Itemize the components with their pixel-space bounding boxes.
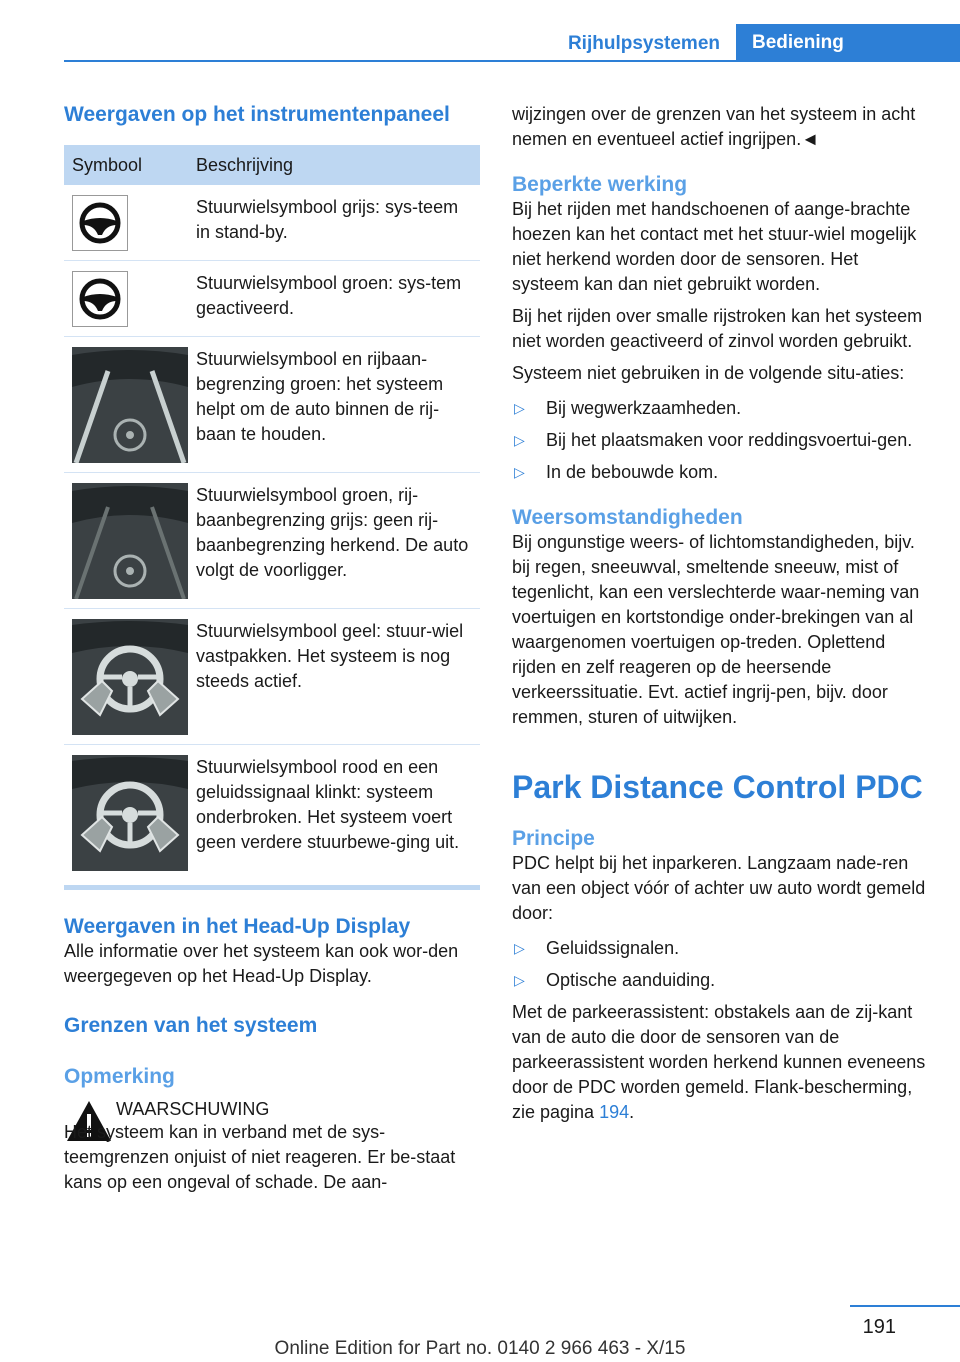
left-column [64, 102, 480, 1195]
section-title-hud: Weergaven in het Head-Up Display [64, 915, 411, 938]
list-item: ▷ Optische aanduiding. [512, 968, 928, 993]
row-desc: Stuurwielsymbool rood en een geluidssignaal klinkt: systeem onderbroken. Het systeem voert geen verdere stuurbewe-ging uit. [196, 757, 460, 852]
hud-text: Alle informatie over het systeem kan ook wor-den weergegeven op het Head-Up Display. [64, 941, 459, 986]
list-item: ▷ Bij het plaatsmaken voor reddingsvoertui-gen. [512, 428, 928, 453]
row-desc: Stuurwielsymbool groen: sys-tem geactiveerd. [196, 273, 462, 318]
principle-list [512, 936, 928, 993]
lane-steering-grey-icon [72, 483, 188, 599]
row-desc: Stuurwielsymbool en rijbaan-begrenzing groen: het systeem helpt om de auto binnen de rij-baan te houden. [196, 349, 444, 444]
triangle-bullet-icon: ▷ [514, 400, 525, 416]
list-item: ▷ Bij wegwerkzaamheden. [512, 396, 928, 421]
section-title-limits: Grenzen van het systeem [64, 1014, 318, 1037]
footer-edition: Online Edition for Part no. 0140 2 966 463 - X/15 [274, 1338, 686, 1359]
hands-on-wheel-yellow-icon [72, 619, 188, 735]
section-title-note: Opmerking [64, 1065, 175, 1088]
hands-on-wheel-red-icon [72, 755, 188, 871]
row-desc: Stuurwielsymbool geel: stuur-wiel vastpakken. Het systeem is nog steeds actief. [196, 621, 464, 691]
principle-text: PDC helpt bij het inparkeren. Langzaam nade-ren van een object vóór of achter uw auto wordt gemeld door: [512, 853, 926, 923]
limited-list [512, 396, 928, 485]
footer-rule [850, 1305, 960, 1307]
triangle-bullet-icon: ▷ [514, 940, 525, 956]
triangle-bullet-icon: ▷ [514, 972, 525, 988]
page-number: 191 [862, 1316, 896, 1338]
section-title-weather: Weersomstandigheden [512, 506, 743, 529]
table-header [64, 145, 480, 185]
table-row [64, 473, 480, 609]
section-title-limited: Beperkte werking [512, 173, 688, 196]
header-section: Rijhulpsystemen [567, 33, 720, 54]
warning-label: WAARSCHUWING [116, 1099, 270, 1119]
assist-text: Met de parkeerassistent: obstakels aan de zij-kant van de auto die door de sensoren van de parkeerassistent worden herkend kunnen eveneens door de PDC worden gemeld. Flank-bescherming, zie pagina 194. [512, 1002, 926, 1122]
section-title-instrument: Weergaven op het instrumentenpaneel [64, 103, 450, 126]
triangle-bullet-icon: ▷ [514, 464, 525, 480]
table-row [64, 337, 480, 473]
table-row [64, 745, 480, 885]
header-rule [64, 60, 960, 62]
table-row [64, 609, 480, 745]
limited-p2: Bij het rijden over smalle rijstroken kan het systeem niet worden geactiveerd of zinvol worden gebruikt. [512, 306, 923, 351]
row-desc: Stuurwielsymbool groen, rij-baanbegrenzing grijs: geen rij-baanbegrenzing herkend. De auto volgt de voorligger. [196, 485, 469, 580]
list-item: ▷ Geluidssignalen. [512, 936, 928, 961]
section-title-pdc: Park Distance Control PDC [512, 769, 923, 805]
limited-p3: Systeem niet gebruiken in de volgende situ-aties: [512, 363, 905, 383]
steering-wheel-grey-icon [72, 195, 128, 251]
page-link-194[interactable]: 194 [599, 1102, 630, 1122]
right-column [512, 102, 928, 1125]
header-tab: Bediening [736, 24, 960, 62]
limited-p1: Bij het rijden met handschoenen of aange-brachte hoezen kan het contact met het stuur-wiel mogelijk niet herkend worden door de sensoren. Het systeem kan dan niet gebruikt worden. [512, 199, 917, 294]
lane-steering-green-icon [72, 347, 188, 463]
list-item: ▷ In de bebouwde kom. [512, 460, 928, 485]
col-header-symbol: Symbool [72, 154, 143, 175]
section-title-principle: Principe [512, 827, 595, 850]
warning-continuation: wijzingen over de grenzen van het systeem in acht nemen en eventueel actief ingrijpen.◄ [512, 104, 916, 149]
weather-text: Bij ongunstige weers- of lichtomstandigheden, bijv. bij regen, sneeuwval, smeltende sneeuw, mist of tegenlicht, kan een verslechterde waar-neming van voertuigen en kortstondige onder-brekingen van al waargenomen voertuigen op-treden. Oplettend rijden en zelf reageren op de heersende verkeerssituatie. Evt. actief ingrij-pen, bijv. door remmen, sturen of uitwijken. [512, 532, 920, 727]
warning-text: Het systeem kan in verband met de sys-teemgrenzen onjuist of niet reageren. Er be-staat kans op een ongeval of schade. De aan- [64, 1122, 456, 1192]
table-row [64, 261, 480, 337]
col-header-description: Beschrijving [196, 154, 294, 175]
table-row [64, 185, 480, 261]
triangle-bullet-icon: ▷ [514, 432, 525, 448]
row-desc: Stuurwielsymbool grijs: sys-teem in stand-by. [196, 197, 459, 242]
steering-wheel-green-icon [72, 271, 128, 327]
symbol-table [64, 145, 480, 890]
